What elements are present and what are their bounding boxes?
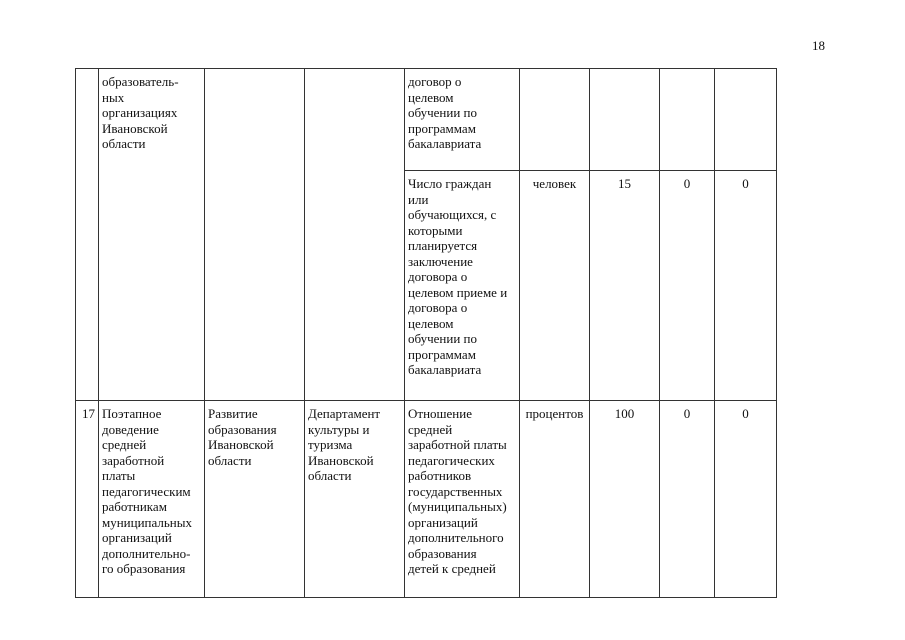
row-number-cell: 17 bbox=[76, 401, 99, 598]
value-cell: 0 bbox=[715, 171, 777, 401]
indicator-table bbox=[75, 68, 777, 598]
executor-cell: Департамент культуры и туризма Ивановской области bbox=[305, 401, 405, 598]
event-name-cell: образователь- ных организациях Ивановской области bbox=[99, 69, 205, 401]
table-row bbox=[76, 401, 777, 598]
indicator-cell: Число граждан или обучающихся, с которыми планируется заключение договора о целевом приеме и договора о целевом обучении по программам бакалавриата bbox=[405, 171, 520, 401]
value-cell: 100 bbox=[590, 401, 660, 598]
indicator-cell: Отношение средней заработной платы педагогических работников государственных (муниципальных) организаций дополнительного образования детей к средней bbox=[405, 401, 520, 598]
value-cell bbox=[715, 69, 777, 171]
value-cell: 0 bbox=[715, 401, 777, 598]
unit-cell bbox=[520, 69, 590, 171]
value-cell: 0 bbox=[660, 401, 715, 598]
unit-cell: человек bbox=[520, 171, 590, 401]
page-number: 18 bbox=[812, 38, 825, 53]
event-name-cell: Поэтапное доведение средней заработной платы педагогическим работникам муниципальных организаций дополнительно- го образования bbox=[99, 401, 205, 598]
program-cell: Развитие образования Ивановской области bbox=[205, 401, 305, 598]
table-row bbox=[76, 69, 777, 171]
indicator-cell: договор о целевом обучении по программам бакалавриата bbox=[405, 69, 520, 171]
value-cell: 15 bbox=[590, 171, 660, 401]
value-cell bbox=[590, 69, 660, 171]
program-cell bbox=[205, 69, 305, 401]
row-number-cell bbox=[76, 69, 99, 401]
unit-cell: процентов bbox=[520, 401, 590, 598]
value-cell: 0 bbox=[660, 171, 715, 401]
executor-cell bbox=[305, 69, 405, 401]
value-cell bbox=[660, 69, 715, 171]
